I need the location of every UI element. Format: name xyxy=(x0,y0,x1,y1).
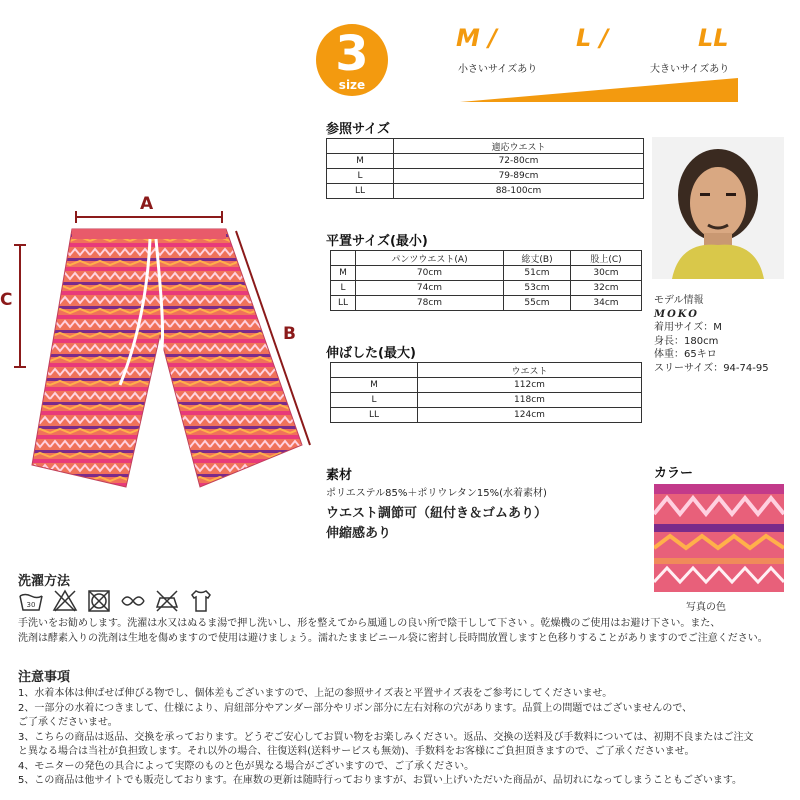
color-heading: カラー xyxy=(654,466,694,481)
list-item: と異なる場合は当社が負担致します。それ以外の場合、往復送料(送料サービスも無効)、手数料をお客様にご負担頂きますので、ご了承くださいませ。 xyxy=(18,746,695,757)
notes-heading: 注意事項 xyxy=(18,670,71,685)
size-badge xyxy=(316,24,388,96)
material-detail: ポリエステル85%＋ポリウレタン15%(水着素材) xyxy=(326,488,547,499)
size-l-label: L / xyxy=(576,24,609,52)
no-bleach-icon xyxy=(52,588,78,614)
table-row: LL 88-100cm xyxy=(327,184,644,199)
svg-text:30: 30 xyxy=(26,601,36,609)
table-row: L 118cm xyxy=(331,393,642,408)
model-height: 身長：180cm xyxy=(654,335,719,347)
model-size: 着用サイズ：M xyxy=(654,322,722,333)
stretched-size-title: 伸ばした(最大) xyxy=(326,346,416,361)
table-row: L 74cm 53cm 32cm xyxy=(331,281,642,296)
model-name: MOKO xyxy=(654,308,699,320)
size-ll-label: LL xyxy=(698,24,729,52)
list-item: 3、こちらの商品は返品、交換を承っております。どうぞご安心してお買い物をお楽しみください。返品、交換の送料及び手数料については、初期不良またはご注文 xyxy=(18,731,754,743)
wash-icons xyxy=(18,588,214,614)
color-swatch xyxy=(654,484,784,592)
list-item: 2、一部分の水着につきまして、仕様により、肩紐部分やアンダー部分やリボン部分に左右対称の穴があります。品質上の問題ではございませんので、 xyxy=(18,702,693,714)
dimension-c-label: C xyxy=(0,290,13,310)
size-count: 3 xyxy=(335,26,369,82)
small-size-note: 小さいサイズあり xyxy=(458,64,538,75)
list-item: 1、水着本体は伸ばせば伸びる物でし、個体差もございますので、上記の参照サイズ表と平置サイズ表をご参考にしてくださいませ。 xyxy=(18,688,613,699)
table-row: LL 78cm 55cm 34cm xyxy=(331,296,642,311)
model-weight: 体重：65キロ xyxy=(654,349,717,360)
reference-size-title: 参照サイズ xyxy=(326,122,390,137)
stretched-size-table: ウエスト M 112cm L 118cm LL 124cm xyxy=(330,362,642,423)
size-badge-label: size xyxy=(338,78,366,92)
size-gradient-bar xyxy=(460,78,738,102)
flat-size-table: パンツウエスト(A) 総丈(B) 股上(C) M 70cm 51cm 30cm L 74cm 53cm 32cm LL 78cm 55cm 34cm xyxy=(330,250,642,311)
table-row: M 112cm xyxy=(331,378,642,393)
table-row: M 72-80cm xyxy=(327,154,644,169)
waist-adjust-text: ウエスト調節可（紐付き＆ゴムあり） xyxy=(326,506,548,521)
shirt-dry-icon xyxy=(188,588,214,614)
model-photo xyxy=(652,137,784,279)
no-tumble-dry-icon xyxy=(86,588,112,614)
reference-header: 適応ウエスト xyxy=(394,139,644,154)
no-wring-icon xyxy=(120,588,146,614)
table-row: M 70cm 51cm 30cm xyxy=(331,266,642,281)
table-row: L 79-89cm xyxy=(327,169,644,184)
dimension-b-label: B xyxy=(283,324,296,344)
list-item: ご了承くださいませ。 xyxy=(18,717,118,728)
size-m-label: M / xyxy=(456,24,498,52)
flat-size-title: 平置サイズ(最小) xyxy=(326,234,428,249)
hand-wash-30-icon xyxy=(18,588,44,614)
table-row: LL 124cm xyxy=(331,408,642,423)
notes-list xyxy=(18,687,753,789)
color-caption: 写真の色 xyxy=(686,602,726,613)
shorts-diagram xyxy=(10,195,315,495)
list-item: 5、この商品は他サイトでも販売しております。在庫数の更新は随時行っておりますが、お買い上げいただいた商品が、品切れになってしまうこともございます。 xyxy=(18,775,743,786)
no-iron-icon xyxy=(154,588,180,614)
washing-heading: 洗濯方法 xyxy=(18,574,71,589)
dimension-a-label: A xyxy=(140,194,154,214)
washing-text: 手洗いをお勧めします。洗濯は水又はぬるま湯で押し洗いし、形を整えてから風通しの良い所で陰干しして下さい 。乾燥機のご使用はお避け下さい。また、 洗剤は酵素入りの洗剤は生地を傷めますので使用は避けましょう。濡れたままビニール袋に密封し長時間放置しますと色移りすることがありますのでご注意ください。 xyxy=(18,618,768,644)
material-heading: 素材 xyxy=(326,468,353,483)
model-info xyxy=(654,294,769,375)
reference-size-table xyxy=(326,138,644,199)
large-size-note: 大きいサイズあり xyxy=(650,64,730,75)
model-measurements: スリーサイズ：94-74-95 xyxy=(654,362,769,374)
stretch-text: 伸縮感あり xyxy=(326,526,392,541)
list-item: 4、モニターの発色の具合によって実際のものと色が異なる場合がございますので、ご了承ください。 xyxy=(18,760,475,772)
model-info-heading: モデル情報 xyxy=(654,295,704,306)
